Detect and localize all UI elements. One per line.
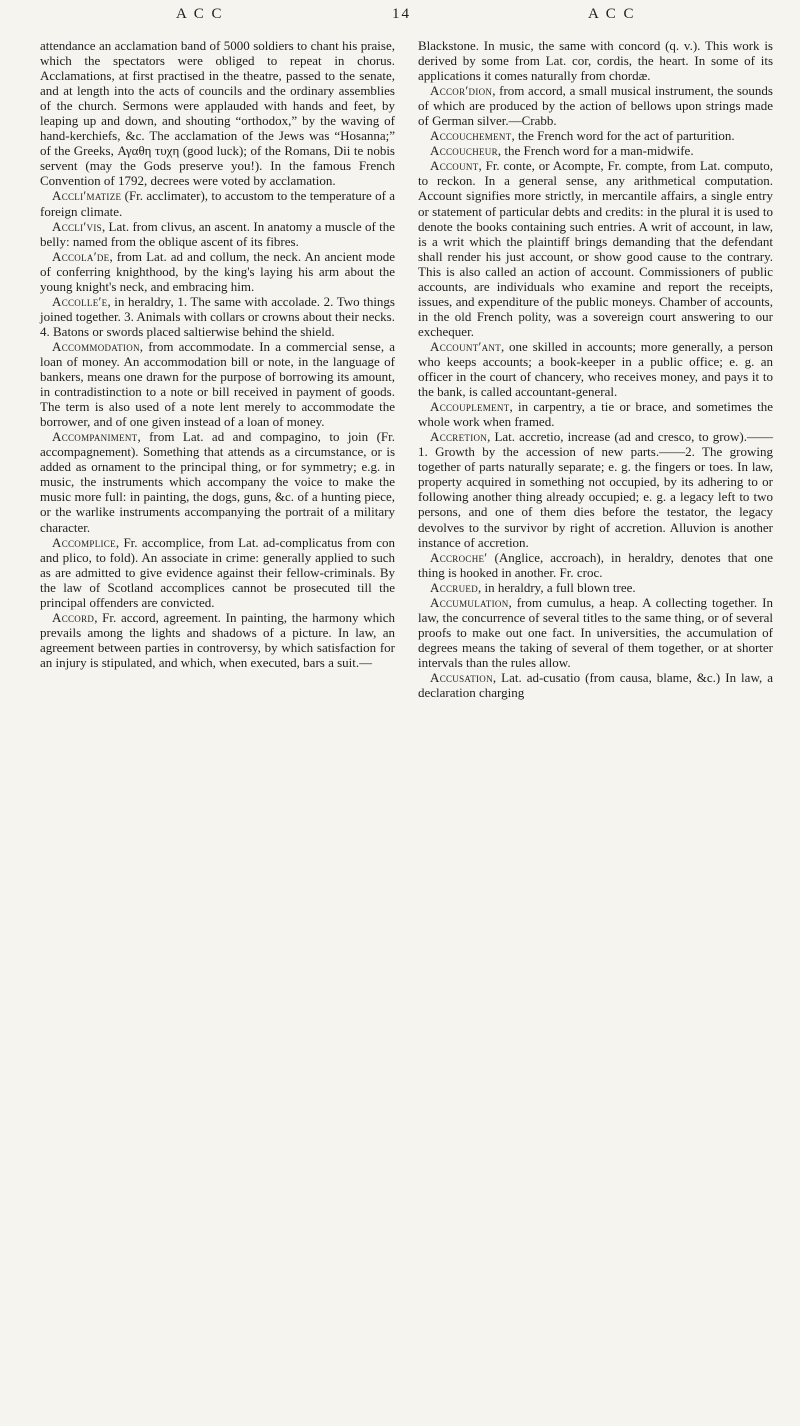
entry-text: , the French word for a man-midwife. [497, 143, 694, 159]
entry-text: , from Lat. ad and collum, the neck. An ancient mode of conferring knighthood, by the king's laying his arm about the young knight's neck, and embracing him. [40, 248, 395, 294]
entry-text: Blackstone. In music, the same with concord (q. v.). This work is derived by some from Lat. cor, cordis, the heart. In some of its applications it comes naturally from chordæ. [418, 38, 773, 84]
entry-text: , Lat. from clivus, an ascent. In anatomy a muscle of the belly: named from the oblique ascent of its fibres. [40, 218, 395, 249]
header-right-guideword: A C C [588, 6, 636, 22]
running-header [0, 6, 800, 28]
entry-text: attendance an acclamation band of 5000 soldiers to chant his praise, which the spectators were obliged to repeat in chorus. Acclamations, at first practised in the theatre, passed to the senate, and at length into the acts of councils and the ordinary assemblies of the church. Sermons were applauded with hands and feet, by leaping up and down, and shouting “orthodox,” by the waving of hand-kerchiefs, &c. The acclamation of the Jews was “Hosanna;” of the Greeks, Αγαθη τυχη (good luck); of the Romans, Dii te nobis servent (may the Gods preserve you!). In the famous French Convention of 1792, decrees were voted by acclamation. [40, 38, 395, 189]
entry-text: , Fr. accord, agreement. In painting, the harmony which prevails among the lights and shadows of a picture. In law, an agreement between parties in controversy, by which satisfaction for an injury is stipulated, and which, when executed, bars a suit.— [40, 609, 395, 670]
entry-accompaniment [40, 429, 395, 534]
entry-text: , Lat. accretio, increase (ad and cresco, to grow).——1. Growth by the accession of new parts.——2. The growing together of parts naturally separate; e. g. the fingers or toes. In law, property acquired in something not occupied, by its adhering to or following another thing already occupied; e. g. a legacy left to two persons, and one of them dies before the testator, the legacy devolves to the survivor by right of accretion. Alluvion is another instance of accretion. [418, 429, 773, 550]
entry-accretion [418, 429, 773, 549]
entry-text: , in heraldry, 1. The same with accolade. 2. Two things joined together. 3. Animals with collars or crowns about their necks. 4. Batons or swords placed saltierwise behind the shield. [40, 293, 395, 339]
headword: Accli′vis [52, 218, 102, 234]
entry-text: , one skilled in accounts; more generally, a person who keeps accounts; a book-keeper in a public office; e. g. an officer in the court of chancery, who receives money, and pays it to the bank, is called accountant-general. [418, 338, 773, 400]
entry-text: , Fr. accomplice, from Lat. ad-complicatus from con and plico, to fold). An associate in crime: generally applied to such as are admitted to give evidence against their fellow-criminals. By the law of Scotland accomplices cannot be prosecuted till the principal offenders are convicted. [40, 534, 395, 610]
entry-text: , from Lat. ad and compagino, to join (Fr. accompagnement). Something that attends as a circumstance, or is added as ornament to the principal thing, or for symmetry; e.g. in music, the instruments which accompany the voice to make the music more full: in painting, the dogs, guns, &c. of a hunting piece, or the warlike instruments accompanying the portrait of a military character. [40, 429, 395, 535]
entry-text: , the French word for the act of parturition. [511, 128, 735, 144]
headword: Accrued [430, 579, 478, 595]
right-column [418, 38, 773, 700]
headword: Accor′dion [430, 83, 493, 99]
headword: Accompaniment [52, 429, 138, 445]
headword: Accouchement [430, 128, 512, 144]
headword: Accli′matize [52, 188, 122, 204]
entry-accouchement [418, 128, 773, 143]
headword: Accroche′ [430, 549, 488, 565]
headword: Accusation [430, 669, 493, 685]
entry-accolade [40, 249, 395, 294]
entry-acclimatize [40, 188, 395, 218]
headword: Accumulation [430, 594, 509, 610]
entry-accomplice [40, 535, 395, 610]
entry-text: (Anglice, accroach), in heraldry, denotes that one thing is hooked in another. Fr. croc. [418, 549, 773, 580]
entry-accollee [40, 294, 395, 339]
headword: Accola′de [52, 248, 110, 264]
entry-accommodation [40, 339, 395, 429]
page-number: 14 [392, 6, 411, 22]
entry-account [418, 158, 773, 339]
entry-text: , Fr. conte, or Acompte, Fr. compte, from Lat. computo, to reckon. In a general sense, any arithmetical computation. Account signifies more strictly, in mercantile affairs, a single entry or statement of particular debts and credits: in the plural it is used to denote the books containing such entries. A writ of account, in law, is a writ which the plaintiff brings demanding that the defendant shall render his just account, or show good cause to the contrary. This is also called an action of account. Commissioners of public accounts, are individuals who examine and report the receipts, issues, and expenditure of the public moneys. Chamber of accounts, in the old French polity, was a sovereign court answering to our exchequer. [418, 158, 773, 339]
entry-continuation [418, 38, 773, 83]
entry-text: , Lat. ad-cusatio (from causa, blame, &c.) In law, a declaration charging [418, 669, 773, 701]
entry-accountant [418, 339, 773, 399]
headword: Account [430, 158, 479, 174]
entry-text: , in carpentry, a tie or brace, and sometimes the whole work when framed. [418, 399, 773, 430]
entry-accrued [418, 580, 773, 595]
headword: Accomplice [52, 534, 116, 550]
headword: Accommodation [52, 338, 140, 354]
header-left-guideword: A C C [176, 6, 224, 22]
headword: Accolle′e [52, 293, 108, 309]
entry-accroche [418, 550, 773, 580]
entry-accordion [418, 83, 773, 128]
headword: Accretion [430, 429, 488, 445]
headword: Accouplement [430, 399, 510, 415]
entry-continuation [40, 38, 395, 188]
entry-text: , in heraldry, a full blown tree. [478, 579, 636, 595]
left-column [40, 38, 395, 670]
headword: Account′ant [430, 338, 502, 354]
headword: Accord [52, 609, 95, 625]
entry-text: , from accord, a small musical instrument, the sounds of which are produced by the action of bellows upon strings made of German silver.—Crabb. [418, 83, 773, 129]
entry-acclivis [40, 219, 395, 249]
entry-accoucheur [418, 143, 773, 158]
headword: Accoucheur [430, 143, 498, 159]
entry-accord [40, 610, 395, 670]
entry-text: , from accommodate. In a commercial sense, a loan of money. An accommodation bill or note, in the language of bankers, means one drawn for the purpose of borrowing its amount, in contradistinction to a note or bill received in payment of goods. The term is also used of a note lent merely to accommodate the borrower, and of one given instead of a loan of money. [40, 338, 395, 430]
entry-text: , from cumulus, a heap. A collecting together. In law, the concurrence of several titles to the same thing, or of several proofs to make out one fact. In universities, the accumulation of degrees means the taking of several of them together, or at shorter intervals than the rules allow. [418, 594, 773, 670]
entry-accouplement [418, 399, 773, 429]
entry-accumulation [418, 595, 773, 670]
entry-accusation [418, 670, 773, 700]
entry-text: (Fr. acclimater), to accustom to the temperature of a foreign climate. [40, 188, 395, 219]
